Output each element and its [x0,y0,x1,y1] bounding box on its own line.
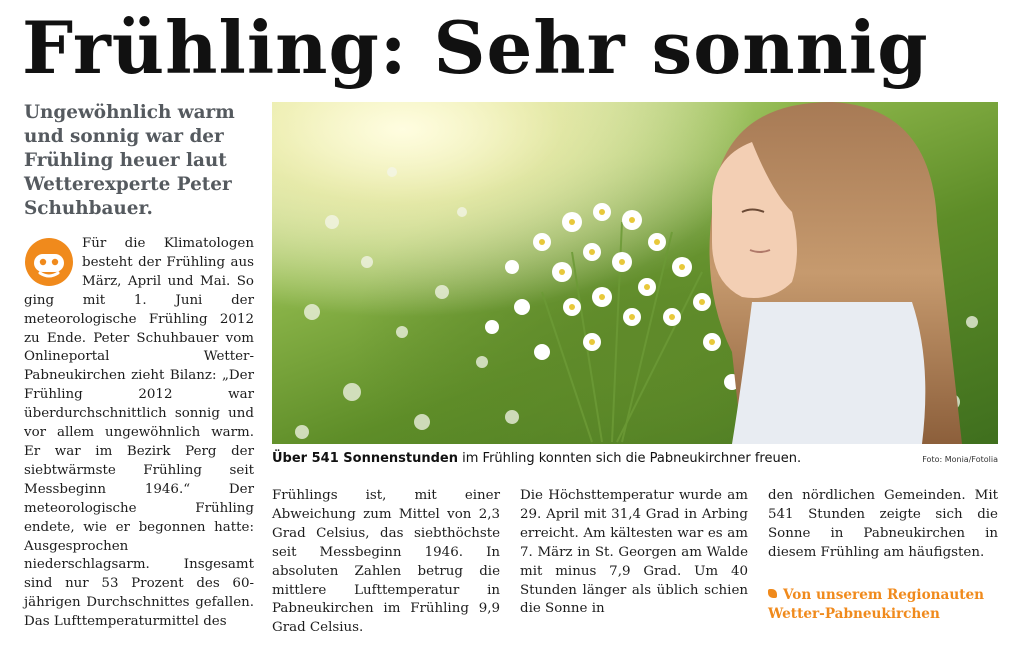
photo-caption [272,448,872,470]
article-text: den nördlichen Gemeinden. Mit 541 Stunden zeigte sich die Sonne in Pabneukirchen in diesem Frühling am häufigsten. [768,488,998,560]
smiley-face-logo-icon [24,237,74,287]
caption-bold: Über 541 Sonnenstunden [272,451,458,466]
photo-girl-with-daisies [272,102,998,444]
article-text: Für die Klimatologen besteht der Frühling aus März, April und Mai. So ging mit 1. Juni der meteorologische Frühling 2012 zu Ende. Peter Schuhbauer vom Onlineportal Wetter-Pabneukirchen zieht Bilanz: „Der Frühling 2012 war überdurchschnittlich sonnig und vor allem ungewöhnlich warm. Er war im Bezirk Perg der siebtwärmste Frühling seit Messbeginn 1946.“ Der meteorologische Frühling endete, wie er begonnen hatte: Ausgesprochen niederschlagsarm. Insgesamt sind nur 53 Prozent des 60-jährigen Durchschnittes gefallen. Das Lufttemperaturmittel des [24,236,254,630]
article-column-4 [768,487,998,563]
article-text: Die Höchsttemperatur wurde am 29. April mit 31,4 Grad in Arbing erreicht. Am kältesten war es am 7. März in St. Georgen am Walde mit minus 7,9 Grad. Um 40 Stunden länger als üblich schien die Sonne in [520,488,748,617]
byline-line-1: Von unserem Regionauten [783,587,985,603]
headline: Frühling: Sehr sonnig [22,5,929,90]
article-column-2 [272,487,500,638]
article-text: Frühlings ist, mit einer Abweichung zum Mittel von 2,3 Grad Celsius, das siebthöchste seit Messbeginn 1946. In absoluten Zahlen betrug die mittlere Lufttemperatur in Pabneukirchen im Frühling 9,9 Grad Celsius. [272,488,500,636]
lead-paragraph: Ungewöhnlich warm und sonnig war der Frühling heuer laut Wetterexperte Peter Schuhbauer. [24,102,235,219]
author-byline [768,586,1008,624]
article-photo [272,102,998,444]
article-column-3 [520,487,748,619]
byline-line-2: Wetter-Pabneukirchen [768,606,940,622]
article-column-1 [24,235,254,632]
photo-credit: Foto: Monia/Fotolia [922,455,998,464]
bullet-icon [768,589,777,598]
caption-text: im Frühling konnten sich die Pabneukirchner freuen. [458,451,802,466]
